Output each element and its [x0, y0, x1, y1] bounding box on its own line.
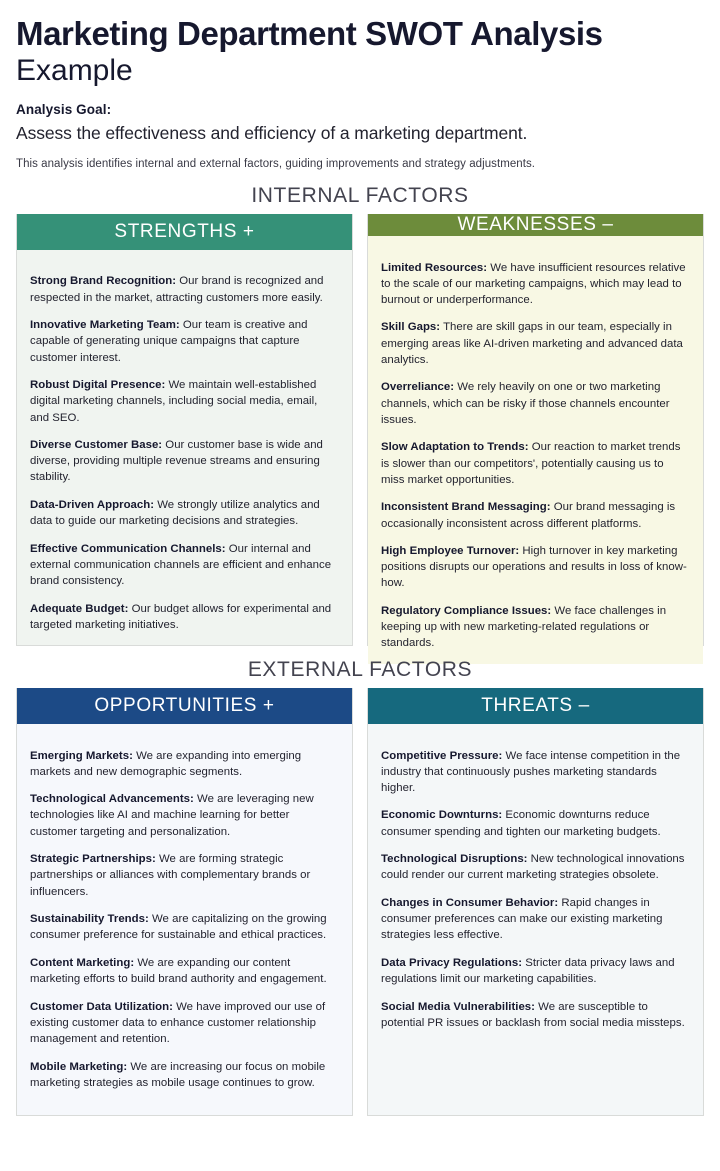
- swot-item-term: Technological Advancements:: [30, 793, 194, 806]
- swot-item-term: Diverse Customer Base:: [30, 439, 163, 452]
- swot-item-text: We rely heavily on one or two marketing channels, which can be risky if those channels encounter issues.: [381, 381, 670, 426]
- swot-item-text: There are skill gaps in our team, especially in emerging areas like AI-driven marketing and advanced data analytics.: [381, 321, 683, 366]
- swot-item-term: Technological Disruptions:: [381, 853, 528, 866]
- swot-item-term: High Employee Turnover:: [381, 545, 520, 558]
- swot-item-term: Regulatory Compliance Issues:: [381, 605, 552, 618]
- quadrant-weaknesses-body: [368, 236, 703, 663]
- swot-item-text: Our budget allows for experimental and targeted marketing initiatives.: [30, 602, 332, 631]
- swot-item-text: Economic downturns reduce consumer spending and tighten our marketing budgets.: [381, 809, 661, 838]
- swot-item: [30, 317, 339, 366]
- swot-item-text: We are increasing our focus on mobile marketing strategies as mobile usage continues to grow.: [30, 1060, 326, 1089]
- quadrant-weaknesses: [367, 214, 704, 650]
- swot-item-text: High turnover in key marketing positions disrupts our operations and results in loss of know-how.: [381, 545, 687, 590]
- internal-factors-label: INTERNAL FACTORS: [251, 184, 469, 208]
- swot-item: [381, 499, 690, 531]
- swot-item-term: Emerging Markets:: [30, 749, 133, 762]
- swot-item: [381, 807, 690, 839]
- swot-item-term: Innovative Marketing Team:: [30, 319, 180, 332]
- swot-item-text: We are leveraging new technologies like AI and machine learning for better customer targeting and personalization.: [30, 793, 314, 838]
- swot-item: [381, 895, 690, 944]
- swot-item: [30, 601, 339, 633]
- swot-item-term: Changes in Consumer Behavior:: [381, 897, 559, 909]
- quadrant-weaknesses-header: WEAKNESSES –: [368, 214, 703, 236]
- swot-item-text: We face intense competition in the industry that continuously pushes marketing standards higher.: [381, 749, 681, 794]
- swot-item-term: Data Privacy Regulations:: [381, 956, 523, 969]
- swot-item-text: We strongly utilize analytics and data to guide our marketing decisions and strategies.: [30, 499, 320, 528]
- swot-item-text: We have improved our use of existing customer data to enhance customer relationship management and retention.: [30, 1000, 326, 1046]
- swot-item-text: Rapid changes in consumer preferences can make our existing marketing strategies less effective.: [381, 897, 663, 942]
- quadrant-strengths: [16, 214, 353, 646]
- external-factors-label: EXTERNAL FACTORS: [247, 658, 473, 682]
- swot-item-text: Our team is creative and capable of generating unique campaigns that capture customer interest.: [30, 319, 308, 364]
- swot-item-text: We have insufficient resources relative to the scale of our marketing campaigns, which may lead to burnout or underperformance.: [381, 261, 686, 306]
- quadrant-opportunities-body: [17, 724, 352, 1115]
- swot-item-term: Strategic Partnerships:: [30, 853, 156, 866]
- swot-item: [381, 603, 690, 652]
- swot-item: [381, 543, 690, 592]
- swot-item-term: Competitive Pressure:: [381, 749, 503, 762]
- swot-item-term: Mobile Marketing:: [30, 1060, 128, 1073]
- swot-item: [30, 999, 339, 1048]
- swot-item-term: Content Marketing:: [30, 956, 135, 969]
- swot-item-term: Data-Driven Approach:: [30, 499, 155, 512]
- swot-item-text: Our brand is recognized and respected in the market, attracting customers more easily.: [30, 275, 324, 304]
- swot-item: [30, 955, 339, 987]
- swot-item: [30, 437, 339, 486]
- quadrant-threats-header: THREATS –: [368, 688, 703, 724]
- swot-item: [30, 851, 339, 900]
- swot-item-term: Robust Digital Presence:: [30, 379, 166, 392]
- swot-item-term: Strong Brand Recognition:: [30, 275, 177, 288]
- swot-item: [30, 377, 339, 426]
- quadrant-threats: [367, 688, 704, 1116]
- swot-item: [381, 748, 690, 797]
- swot-item: [381, 439, 690, 488]
- swot-item-text: Our customer base is wide and diverse, providing multiple revenue streams and ensuring stability.: [30, 439, 323, 484]
- quadrant-opportunities: [16, 688, 353, 1116]
- quadrant-strengths-header: STRENGTHS +: [17, 214, 352, 250]
- swot-item-term: Customer Data Utilization:: [30, 1000, 173, 1013]
- swot-item-term: Limited Resources:: [381, 261, 488, 274]
- swot-item: [381, 260, 690, 309]
- internal-factors-row: [16, 214, 704, 650]
- document-header: [16, 0, 704, 170]
- swot-item-term: Adequate Budget:: [30, 602, 129, 615]
- swot-item: [30, 748, 339, 780]
- swot-item-term: Inconsistent Brand Messaging:: [381, 501, 551, 514]
- swot-item: [381, 851, 690, 883]
- swot-item-term: Effective Communication Channels:: [30, 542, 226, 555]
- swot-item-term: Slow Adaptation to Trends:: [381, 441, 529, 454]
- swot-item-text: Our reaction to market trends is slower than our competitors', potentially causing us to miss market opportunities.: [381, 441, 681, 486]
- page-subtitle: Example: [16, 53, 133, 87]
- swot-item-text: We face challenges in keeping up with new marketing-related regulations or standards.: [381, 605, 667, 650]
- swot-item-text: Our internal and external communication channels are efficient and enhance brand consistency.: [30, 542, 332, 588]
- swot-item-text: New technological innovations could render our current marketing strategies obsolete.: [381, 853, 685, 882]
- swot-item: [381, 319, 690, 368]
- swot-item-text: We are susceptible to potential PR issues or backlash from social media missteps.: [381, 1000, 685, 1029]
- swot-item-term: Sustainability Trends:: [30, 913, 149, 926]
- swot-item: [30, 911, 339, 943]
- swot-item-text: Stricter data privacy laws and regulations limit our marketing capabilities.: [381, 956, 675, 986]
- swot-item-text: We are forming strategic partnerships or alliances with complementary brands or influencers.: [30, 853, 311, 898]
- page-title: Marketing Department SWOT Analysis: [16, 15, 603, 52]
- swot-item: [381, 379, 690, 428]
- analysis-goal-label: Analysis Goal:: [16, 102, 112, 118]
- analysis-intro-text: This analysis identifies internal and external factors, guiding improvements and strategy adjustments.: [16, 158, 536, 171]
- swot-item: [381, 999, 690, 1031]
- swot-item: [30, 541, 339, 590]
- analysis-goal-text: Assess the effectiveness and efficiency of a marketing department.: [16, 123, 528, 144]
- swot-item-term: Economic Downturns:: [381, 809, 503, 822]
- quadrant-strengths-body: [17, 250, 352, 645]
- swot-item-text: Our brand messaging is occasionally inconsistent across different platforms.: [381, 501, 676, 530]
- swot-item-text: We are expanding our content marketing efforts to build brand authority and engagement.: [30, 956, 327, 986]
- swot-item-term: Skill Gaps:: [381, 321, 441, 334]
- swot-item-text: We are expanding into emerging markets and new demographic segments.: [30, 749, 302, 778]
- swot-item: [30, 1059, 339, 1091]
- quadrant-threats-body: [368, 724, 703, 1115]
- external-factors-row: [16, 688, 704, 1116]
- swot-item: [30, 791, 339, 840]
- swot-item: [30, 273, 339, 305]
- swot-item-term: Overreliance:: [381, 381, 455, 394]
- quadrant-opportunities-header: OPPORTUNITIES +: [17, 688, 352, 724]
- swot-item-text: We are capitalizing on the growing consumer preference for sustainable and ethical practices.: [30, 913, 327, 942]
- swot-item-text: We maintain well-established digital marketing channels, including social media, email, and SEO.: [30, 379, 318, 424]
- swot-item: [381, 955, 690, 987]
- swot-item: [30, 497, 339, 529]
- swot-item-term: Social Media Vulnerabilities:: [381, 1000, 535, 1013]
